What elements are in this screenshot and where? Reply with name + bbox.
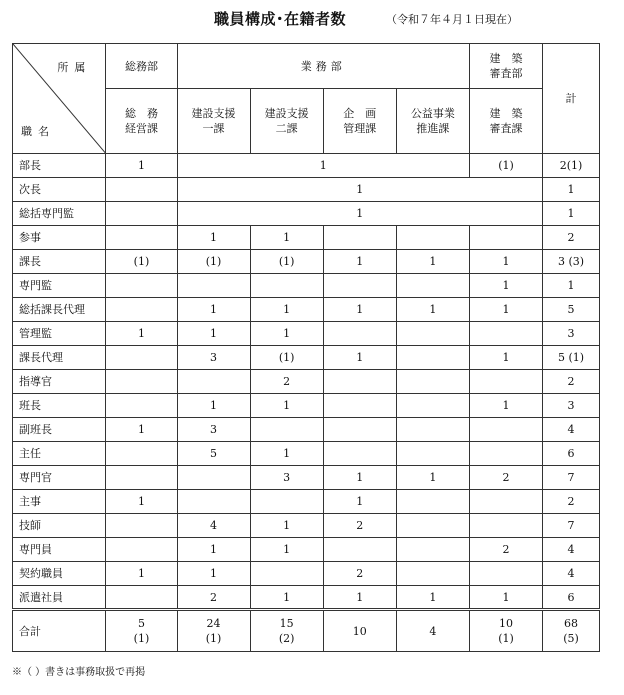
cell xyxy=(396,274,469,298)
header-col-shinsa: 建 築 審査課 xyxy=(469,89,542,154)
cell xyxy=(323,274,396,298)
cell xyxy=(106,586,177,610)
cell xyxy=(106,514,177,538)
cell: 1 xyxy=(323,490,396,514)
cell-total: 3 xyxy=(543,322,600,346)
cell: 1 xyxy=(177,226,250,250)
cell: 5 xyxy=(177,442,250,466)
cell xyxy=(250,562,323,586)
cell-total: 7 xyxy=(543,514,600,538)
cell xyxy=(106,226,177,250)
cell xyxy=(106,298,177,322)
total-cell: 4 xyxy=(396,610,469,652)
cell xyxy=(396,490,469,514)
cell xyxy=(323,418,396,442)
cell: 1 xyxy=(250,298,323,322)
cell xyxy=(469,370,542,394)
cell: 1 xyxy=(106,154,177,178)
totals-label: 合計 xyxy=(13,610,106,652)
cell: 1 xyxy=(106,418,177,442)
header-col-koeki: 公益事業 推進課 xyxy=(396,89,469,154)
row-label: 専門監 xyxy=(13,274,106,298)
cell: 2 xyxy=(469,538,542,562)
row-label: 主事 xyxy=(13,490,106,514)
cell-total: 4 xyxy=(543,538,600,562)
table-row xyxy=(13,274,600,298)
cell: (1) xyxy=(469,154,542,178)
cell-total: 2 xyxy=(543,370,600,394)
cell: 1 xyxy=(323,466,396,490)
cell: 1 xyxy=(323,250,396,274)
table-row xyxy=(13,586,600,610)
cell xyxy=(396,370,469,394)
cell: (1) xyxy=(106,250,177,274)
header-corner xyxy=(13,44,106,154)
cell: 1 xyxy=(323,298,396,322)
corner-position-label: 職名 xyxy=(21,125,55,138)
staff-composition-table xyxy=(12,43,600,652)
cell-total: 5 xyxy=(543,298,600,322)
cell-merged: 1 xyxy=(177,178,543,202)
table-row xyxy=(13,250,600,274)
row-label: 管理監 xyxy=(13,322,106,346)
cell xyxy=(106,466,177,490)
row-label: 総括課長代理 xyxy=(13,298,106,322)
cell: 1 xyxy=(469,394,542,418)
table-row xyxy=(13,562,600,586)
total-cell: 5 (1) xyxy=(106,610,177,652)
row-label: 専門官 xyxy=(13,466,106,490)
header-col-keiei: 総 務 経営課 xyxy=(106,89,177,154)
page-title: 職員構成･在籍者数 xyxy=(214,10,347,28)
row-label: 指導官 xyxy=(13,370,106,394)
header-group-somu: 総務部 xyxy=(106,44,177,89)
table-row xyxy=(13,226,600,250)
cell xyxy=(469,562,542,586)
table-row xyxy=(13,418,600,442)
cell-merged: 1 xyxy=(177,154,469,178)
cell: 1 xyxy=(250,394,323,418)
total-cell: 10 (1) xyxy=(469,610,542,652)
cell-total: 2(1) xyxy=(543,154,600,178)
cell: 1 xyxy=(250,322,323,346)
header-col-kikaku: 企 画 管理課 xyxy=(323,89,396,154)
cell xyxy=(323,226,396,250)
cell: (1) xyxy=(250,346,323,370)
cell xyxy=(106,370,177,394)
row-label: 派遣社員 xyxy=(13,586,106,610)
cell xyxy=(106,346,177,370)
row-label: 次長 xyxy=(13,178,106,202)
cell-merged: 1 xyxy=(177,202,543,226)
cell: 1 xyxy=(250,586,323,610)
cell: 1 xyxy=(177,394,250,418)
cell xyxy=(396,226,469,250)
cell: 1 xyxy=(250,514,323,538)
cell: 1 xyxy=(396,586,469,610)
cell xyxy=(469,514,542,538)
cell: 3 xyxy=(250,466,323,490)
cell: (1) xyxy=(177,250,250,274)
cell: 1 xyxy=(106,322,177,346)
cell xyxy=(250,418,323,442)
header-col-kensetsu2: 建設支援 二課 xyxy=(250,89,323,154)
row-label: 契約職員 xyxy=(13,562,106,586)
cell-total: 1 xyxy=(543,202,600,226)
table-row xyxy=(13,514,600,538)
cell xyxy=(396,346,469,370)
row-label: 班長 xyxy=(13,394,106,418)
table-row xyxy=(13,370,600,394)
cell: 1 xyxy=(469,250,542,274)
cell xyxy=(323,442,396,466)
cell: 2 xyxy=(469,466,542,490)
cell xyxy=(396,514,469,538)
cell xyxy=(106,274,177,298)
cell: 1 xyxy=(396,466,469,490)
cell: 1 xyxy=(250,538,323,562)
cell xyxy=(323,370,396,394)
cell-total: 3 xyxy=(543,394,600,418)
cell-total: 3 (3) xyxy=(543,250,600,274)
cell xyxy=(396,418,469,442)
table-row xyxy=(13,178,600,202)
row-label: 主任 xyxy=(13,442,106,466)
cell: 4 xyxy=(177,514,250,538)
cell xyxy=(469,418,542,442)
cell xyxy=(323,322,396,346)
row-label: 参事 xyxy=(13,226,106,250)
cell: 1 xyxy=(469,274,542,298)
cell xyxy=(106,178,177,202)
cell: 1 xyxy=(323,586,396,610)
as-of-date: （令和７年４月１日現在） xyxy=(386,13,518,26)
cell xyxy=(177,274,250,298)
cell xyxy=(396,394,469,418)
footnote: ※（ ）書きは事務取扱で再掲 xyxy=(12,667,146,678)
cell-total: 4 xyxy=(543,418,600,442)
table-row xyxy=(13,466,600,490)
cell: 2 xyxy=(323,562,396,586)
row-label: 総括専門監 xyxy=(13,202,106,226)
cell xyxy=(106,394,177,418)
cell: 1 xyxy=(177,322,250,346)
cell xyxy=(323,538,396,562)
cell: 1 xyxy=(106,490,177,514)
header-group-gyomu: 業務部 xyxy=(177,44,469,89)
table-row xyxy=(13,322,600,346)
row-label: 専門員 xyxy=(13,538,106,562)
header-col-kensetsu1: 建設支援 一課 xyxy=(177,89,250,154)
corner-affiliation-label: 所属 xyxy=(57,61,92,74)
cell-total: 6 xyxy=(543,586,600,610)
cell-total: 5 (1) xyxy=(543,346,600,370)
total-cell: 24 (1) xyxy=(177,610,250,652)
cell: 1 xyxy=(250,226,323,250)
table-row xyxy=(13,490,600,514)
table-row xyxy=(13,346,600,370)
cell-total: 4 xyxy=(543,562,600,586)
cell: 2 xyxy=(250,370,323,394)
cell xyxy=(469,442,542,466)
cell: 1 xyxy=(106,562,177,586)
total-cell: 15 (2) xyxy=(250,610,323,652)
row-label: 部長 xyxy=(13,154,106,178)
cell xyxy=(250,274,323,298)
cell xyxy=(396,538,469,562)
cell: 3 xyxy=(177,346,250,370)
cell-total: 2 xyxy=(543,490,600,514)
cell xyxy=(250,490,323,514)
table-row xyxy=(13,538,600,562)
row-label: 課長 xyxy=(13,250,106,274)
row-label: 副班長 xyxy=(13,418,106,442)
cell xyxy=(177,466,250,490)
cell xyxy=(396,442,469,466)
totals-row xyxy=(13,610,600,652)
cell: 2 xyxy=(177,586,250,610)
cell xyxy=(177,490,250,514)
cell-total: 1 xyxy=(543,274,600,298)
cell xyxy=(469,322,542,346)
cell: (1) xyxy=(250,250,323,274)
cell-total: 7 xyxy=(543,466,600,490)
table-row xyxy=(13,298,600,322)
cell: 1 xyxy=(177,298,250,322)
title-row xyxy=(0,8,624,30)
cell: 3 xyxy=(177,418,250,442)
cell-total: 1 xyxy=(543,178,600,202)
table-row xyxy=(13,442,600,466)
cell: 1 xyxy=(323,346,396,370)
cell xyxy=(177,370,250,394)
row-label: 技師 xyxy=(13,514,106,538)
cell: 1 xyxy=(177,538,250,562)
cell xyxy=(106,442,177,466)
table-row xyxy=(13,394,600,418)
cell: 1 xyxy=(396,298,469,322)
cell xyxy=(396,562,469,586)
header-total: 計 xyxy=(543,44,600,154)
cell: 1 xyxy=(396,250,469,274)
cell xyxy=(396,322,469,346)
cell xyxy=(469,490,542,514)
cell: 1 xyxy=(177,562,250,586)
cell xyxy=(323,394,396,418)
cell-total: 6 xyxy=(543,442,600,466)
cell: 1 xyxy=(469,586,542,610)
header-group-kenchiku: 建 築 審査部 xyxy=(469,44,542,89)
cell: 1 xyxy=(250,442,323,466)
grand-total-cell: 68 (5) xyxy=(543,610,600,652)
cell: 1 xyxy=(469,298,542,322)
cell: 1 xyxy=(469,346,542,370)
row-label: 課長代理 xyxy=(13,346,106,370)
cell xyxy=(469,226,542,250)
total-cell: 10 xyxy=(323,610,396,652)
cell-total: 2 xyxy=(543,226,600,250)
cell: 2 xyxy=(323,514,396,538)
table-row xyxy=(13,154,600,178)
cell xyxy=(106,538,177,562)
cell xyxy=(106,202,177,226)
table-row xyxy=(13,202,600,226)
